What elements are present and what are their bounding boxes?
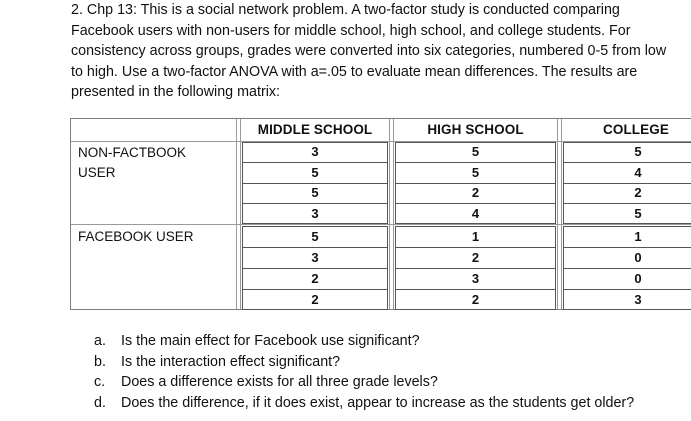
header-high-school: HIGH SCHOOL: [427, 122, 524, 137]
question-item: [94, 393, 634, 414]
question-item: [94, 372, 634, 393]
question-list: [94, 331, 634, 413]
cell-value: 2: [311, 271, 319, 286]
cell-value: 2: [634, 185, 642, 200]
question-marker: a.: [94, 333, 106, 349]
cell-value: 1: [471, 229, 480, 244]
question-item: [94, 352, 634, 373]
cell-value: 2: [471, 250, 480, 265]
cell-value: 3: [471, 271, 480, 286]
row-label-facebook: [78, 227, 194, 247]
cell-value: 5: [311, 229, 319, 244]
cell-value: 5: [311, 185, 319, 200]
row-label-line: USER: [78, 165, 116, 180]
question-text: Does a difference exists for all three grade levels?: [121, 374, 438, 391]
cell-value: 5: [311, 165, 319, 180]
cell-value: 1: [634, 229, 642, 244]
cell-value: 0: [634, 271, 642, 286]
cell-value: 5: [634, 206, 642, 221]
problem-line: consistency across groups, grades were converted into six categories, numbered 0-5 from low: [71, 43, 667, 60]
problem-statement: [71, 0, 691, 103]
cell-value: 2: [311, 292, 319, 307]
cell-value: 3: [634, 292, 642, 307]
question-text: Is the interaction effect significant?: [121, 353, 341, 370]
group-divider: [71, 224, 691, 225]
column-divider: [389, 119, 390, 309]
question-text: Does the difference, if it does exist, appear to increase as the students get older?: [121, 394, 635, 411]
problem-line: Facebook users with non-users for middle school, high school, and college students. For: [71, 22, 631, 39]
cell-value: 0: [634, 250, 642, 265]
cell-value: 3: [311, 206, 319, 221]
row-label-line: NON-FACTBOOK: [78, 145, 187, 160]
header-college: COLLEGE: [603, 122, 669, 137]
question-item: [94, 331, 634, 352]
row-label-non-facebook: [78, 143, 186, 183]
problem-line: presented in the following matrix:: [71, 84, 281, 101]
question-marker: d.: [94, 394, 106, 411]
cell-value: 3: [311, 250, 319, 265]
cell-value: 5: [471, 144, 480, 159]
cell-value: 2: [471, 292, 480, 307]
question-marker: b.: [94, 353, 106, 370]
question-text: Is the main effect for Facebook use significant?: [121, 333, 420, 349]
cell-value: 4: [471, 206, 480, 221]
column-divider: [240, 119, 241, 309]
column-divider: [393, 119, 394, 309]
cell-value: 5: [471, 165, 480, 180]
cell-value: 3: [311, 144, 319, 159]
problem-line: to high. Use a two-factor ANOVA with a=.05 to evaluate mean differences. The results are: [71, 63, 638, 80]
column-divider: [236, 119, 237, 309]
cell-value: 5: [634, 144, 642, 159]
problem-line: 2. Chp 13: This is a social network problem. A two-factor study is conducted comparing: [71, 2, 620, 18]
column-divider: [561, 119, 562, 309]
cell-value: 4: [634, 165, 642, 180]
cell-value: 2: [471, 185, 480, 200]
data-matrix: [70, 118, 691, 310]
question-marker: c.: [94, 374, 106, 391]
header-middle-school: MIDDLE SCHOOL: [257, 122, 373, 137]
column-divider: [557, 119, 558, 309]
row-label-line: FACEBOOK USER: [78, 229, 194, 244]
